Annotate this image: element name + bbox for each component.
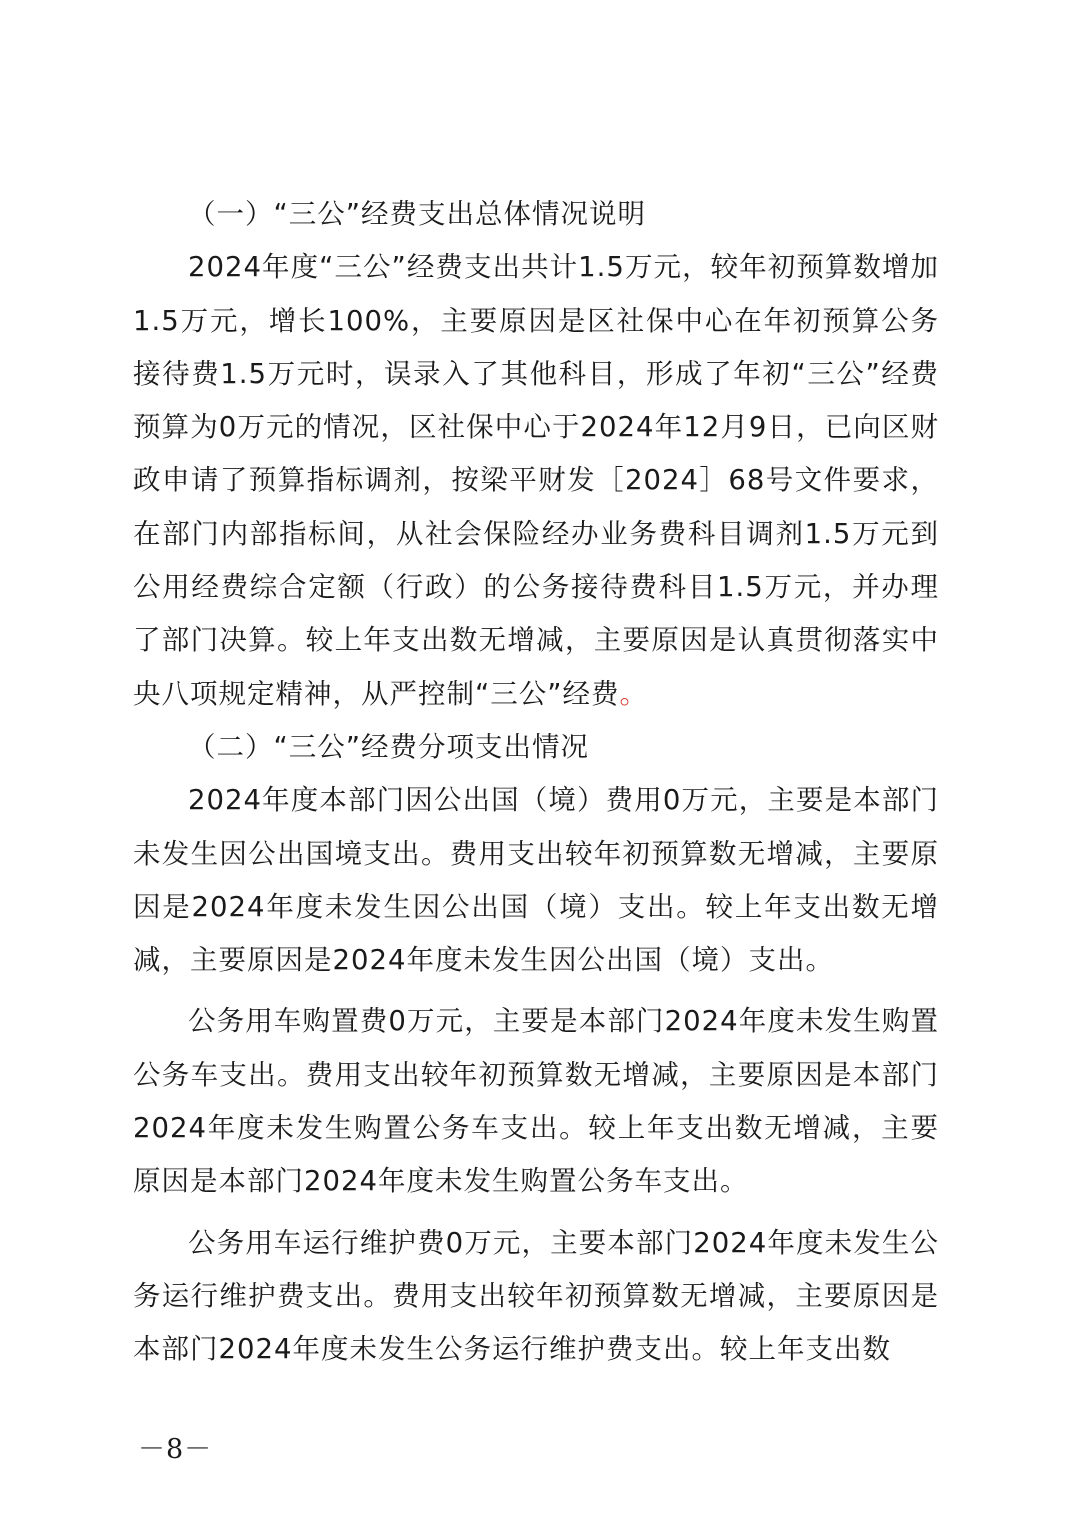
paragraph-1-text: 2024年度“三公”经费支出共计1.5万元，较年初预算数增加1.5万元，增长100%，主要原因是区社保中心在年初预算公务接待费1.5万元时，误录入了其他科目，形成了年初“三公”经费预算为0万元的情况，区社保中心于2024年12月9日，已向区财政申请了预算指标调剂，按梁平财发［2024］68号文件要求，在部门内部指标间，从社会保险经办业务费科目调剂1.5万元到公用经费综合定额（行政）的公务接待费科目1.5万元，并办理了部门决算。较上年支出数无增减，主要原因是认真贯彻落实中央八项规定精神，从严控制“三公”经费 [133,251,939,710]
document-body [133,188,939,1377]
paragraph-3: 公务用车购置费0万元，主要是本部门2024年度未发生购置公务车支出。费用支出较年初预算数无增减，主要原因是本部门2024年度未发生购置公务车支出。较上年支出数无增减，主要原因是本部门2024年度未发生购置公务车支出。 [133,1005,939,1198]
page-number: －8－ [138,1434,213,1465]
paragraph-4: 公务用车运行维护费0万元，主要本部门2024年度未发生公务运行维护费支出。费用支出较年初预算数无增减，主要原因是本部门2024年度未发生公务运行维护费支出。较上年支出数 [133,1226,939,1366]
paragraph-1 [133,241,939,721]
section-heading-1: （一）“三公”经费支出总体情况说明 [188,198,646,230]
section-heading-2: （二）“三公”经费分项支出情况 [188,730,589,763]
paragraph-1-end-mark: 。 [619,677,648,710]
paragraph-2: 2024年度本部门因公出国（境）费用0万元，主要是本部门未发生因公出国境支出。费用支出较年初预算数无增减，主要原因是2024年度未发生因公出国（境）支出。较上年支出数无增减，主要原因是2024年度未发生因公出国（境）支出。 [133,784,939,977]
